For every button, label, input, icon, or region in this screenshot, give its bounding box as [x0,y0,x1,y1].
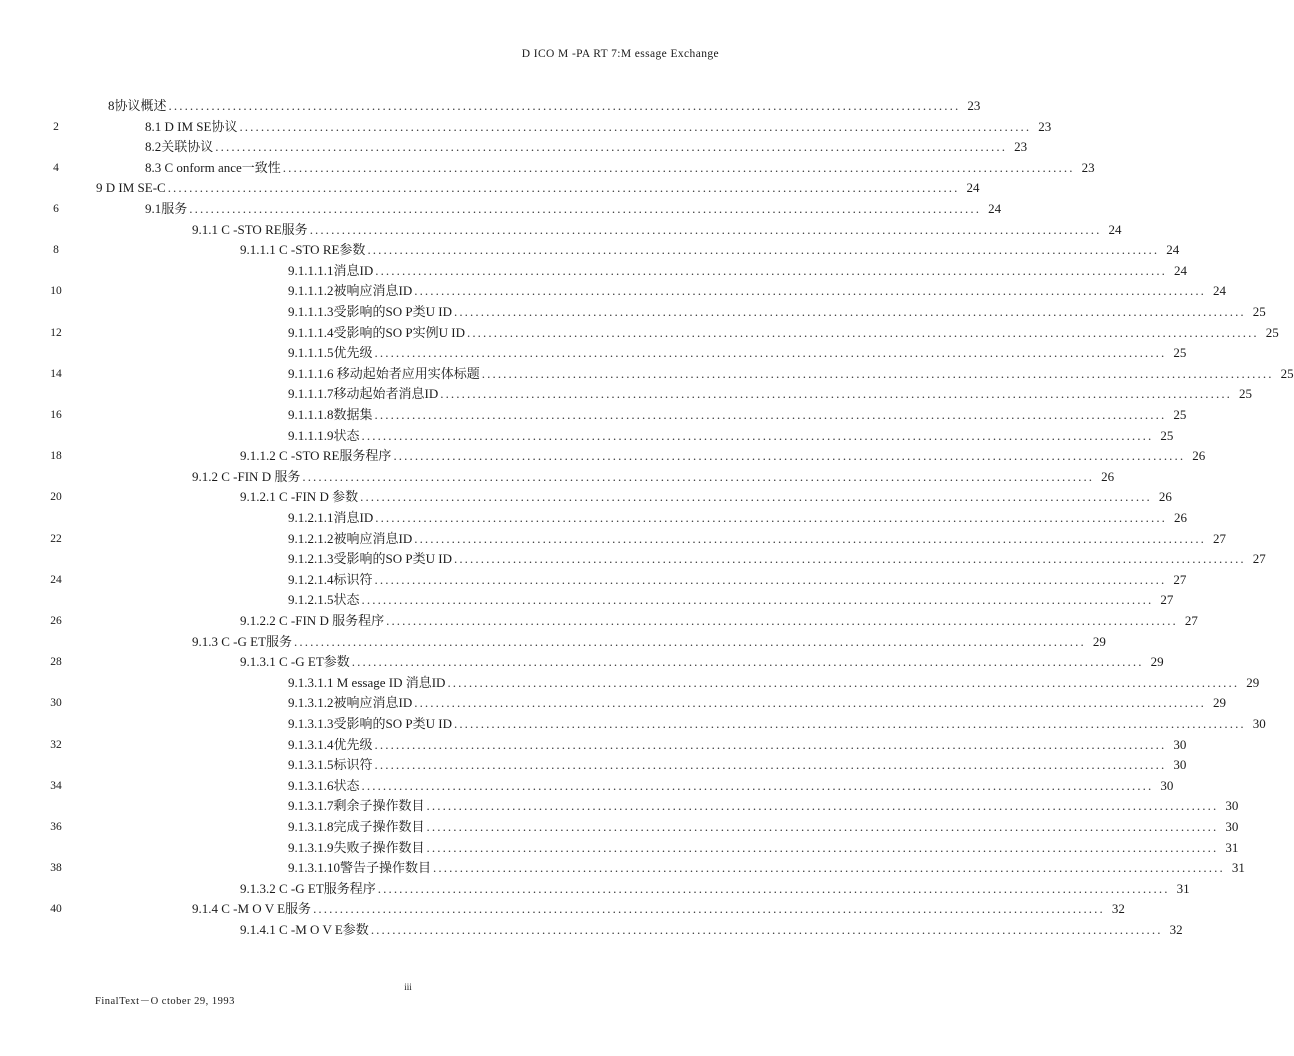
toc-row [0,529,1227,550]
toc-row [0,178,980,199]
dot-leader: .................................................................................................................................................... [433,860,1225,876]
dot-leader: .................................................................................................................................................... [447,674,1240,690]
line-number: 30 [50,697,62,710]
toc-entry-page: 27 [1184,613,1198,628]
toc-entry-page: 31 [1231,860,1245,876]
line-number: 32 [50,738,62,751]
toc-entry-page: 25 [1239,386,1253,402]
toc-entry-title: 9.1.1.1.4受影响的SO P实例U ID [288,324,465,340]
line-number: 2 [53,120,59,133]
toc-entry-title: 9.1.3.1.10警告子操作数目 [288,860,432,876]
toc-row [0,384,1253,405]
running-header: D ICO M -PA RT 7:M essage Exchange [521,48,719,60]
toc-entry-page: 29 [1150,654,1164,670]
toc-entry-page: 26 [1158,489,1172,505]
dot-leader: .................................................................................................................................................... [453,551,1246,567]
toc-entry-link[interactable] [240,611,1198,632]
dot-leader: .................................................................................................................................................... [453,304,1246,319]
toc-entry-title: 9.1.2.1.4标识符 [288,571,373,587]
toc-entry-link[interactable] [288,323,1279,344]
toc-entry-title: 9.1.2.2 C -FIN D 服务程序 [240,613,385,628]
toc-entry-link[interactable] [288,714,1266,735]
line-number: 20 [50,491,62,504]
toc-entry-page: 27 [1160,592,1174,608]
dot-leader: .................................................................................................................................................... [215,139,1008,155]
toc-row [0,920,1183,941]
toc-entry-link[interactable] [288,755,1187,776]
toc-row [0,343,1187,364]
toc-row [0,508,1188,529]
dot-leader: .................................................................................................................................................... [282,159,1075,175]
toc-row [0,302,1266,323]
toc-entry-title: 9.1.1.1.9状态 [288,427,360,443]
toc-row [0,858,1245,879]
toc-entry-page: 30 [1173,736,1187,752]
toc-entry-title: 9.1.1.1 C -STO RE参数 [240,242,366,258]
dot-leader: .................................................................................................................................................... [440,386,1233,402]
toc-entry-title: 9.1.1.1.2被响应消息ID [288,283,413,299]
toc-entry-title: 9.1.3.2 C -G ET服务程序 [240,880,376,896]
toc-entry-title: 9.1.3.1.4优先级 [288,736,373,752]
toc-entry-page: 30 [1160,777,1174,793]
toc-entry-page: 25 [1160,427,1174,443]
toc-row [0,879,1190,900]
toc-entry-title: 9.1.2.1.2被响应消息ID [288,530,413,546]
dot-leader: .................................................................................................................................................... [189,201,982,216]
line-number: 18 [50,450,62,463]
toc-entry-page: 24 [1166,242,1180,258]
toc-entry-link[interactable] [288,508,1188,529]
toc-row [0,137,1028,158]
toc-entry-link[interactable] [192,899,1125,920]
toc-entry-title: 9.1.1.1.6 移动起始者应用实体标题 [288,365,480,381]
toc-row [0,570,1187,591]
line-number: 26 [50,615,62,627]
toc-row [0,632,1106,653]
toc-entry-title: 9.1.2.1.1消息ID [288,510,374,525]
toc-row [0,220,1122,241]
dot-leader: .................................................................................................................................................... [294,633,1086,649]
toc-entry-link[interactable] [240,240,1180,261]
toc-entry-link[interactable] [288,364,1294,385]
toc-entry-link[interactable] [288,281,1227,302]
line-number: 22 [50,532,62,545]
toc-entry-title: 9.1.2.1.5状态 [288,592,360,608]
toc-entry-page: 24 [1108,221,1122,237]
toc-entry-link[interactable] [145,137,1028,158]
toc-entry-link[interactable] [288,261,1188,282]
toc-entry-page: 24 [988,201,1002,216]
line-number: 8 [53,244,59,257]
toc-entry-page: 27 [1213,530,1227,546]
toc-row [0,487,1172,508]
dot-leader: .................................................................................................................................................... [426,819,1219,834]
line-number: 40 [50,903,62,916]
toc-entry-title: 9.1.1.1.5优先级 [288,345,373,361]
toc-row [0,405,1187,426]
dot-leader: .................................................................................................................................................... [367,242,1160,258]
toc-row [0,899,1125,920]
toc-entry-link[interactable] [192,220,1122,241]
toc-entry-title: 9.1.1.1.3受影响的SO P类U ID [288,304,452,319]
toc-entry-title: 9.1.3.1.8完成子操作数目 [288,819,425,834]
dot-leader: .................................................................................................................................................... [375,510,1168,525]
toc-row [0,776,1174,797]
dot-leader: .................................................................................................................................................... [313,901,1105,917]
line-number: 36 [50,821,62,833]
toc-row [0,735,1187,756]
toc-entry-title: 8协议概述 [108,98,167,113]
toc-entry-page: 30 [1225,819,1239,834]
toc-entry-page: 23 [1014,139,1028,155]
toc-entry-page: 25 [1252,304,1266,319]
dot-leader: .................................................................................................................................................... [239,118,1032,134]
toc-entry-page: 26 [1101,468,1115,484]
toc-entry-link[interactable] [240,446,1206,467]
toc-entry-title: 9.1.2 C -FIN D 服务 [192,468,301,484]
dot-leader: .................................................................................................................................................... [361,777,1154,793]
toc-entry-title: 9.1.3 C -G ET服务 [192,633,293,649]
toc-entry-page: 27 [1173,571,1187,587]
toc-entry-page: 26 [1174,510,1188,525]
dot-leader: .................................................................................................................................................... [377,880,1170,896]
line-number: 16 [50,409,62,421]
toc-entry-title: 9.1.1.1.8数据集 [288,407,373,422]
toc-entry-link[interactable] [288,590,1174,611]
toc-row [0,446,1206,467]
line-number: 24 [50,573,62,586]
dot-leader: .................................................................................................................................................... [374,345,1167,361]
toc-entry-title: 9 D IM SE-C [96,180,166,196]
toc-row [0,838,1239,859]
toc-row [0,364,1294,385]
toc-entry-link[interactable] [288,426,1174,447]
toc-entry-page: 23 [967,98,981,113]
toc-row [0,199,1002,220]
line-number: 28 [50,656,62,669]
toc-entry-title: 8.3 C onform ance一致性 [145,159,281,175]
toc-row [0,467,1115,488]
toc-entry-link[interactable] [288,858,1245,879]
dot-leader: .................................................................................................................................................... [426,839,1219,855]
toc-entry-link[interactable] [288,796,1239,817]
toc-entry-page: 30 [1252,716,1266,731]
toc-entry-page: 29 [1213,695,1227,711]
toc-entry-title: 8.1 D IM SE协议 [145,118,238,134]
toc-row [0,714,1266,735]
toc-row [0,426,1174,447]
toc-entry-link[interactable] [240,652,1164,673]
line-number: 12 [50,326,62,339]
toc-entry-title: 9.1.3.1.3受影响的SO P类U ID [288,716,452,731]
toc-entry-page: 25 [1173,407,1187,422]
toc-row [0,673,1260,694]
toc-row [0,817,1239,838]
line-number: 6 [53,203,59,215]
toc-entry-page: 32 [1111,901,1125,917]
dot-leader: .................................................................................................................................................... [374,571,1167,587]
dot-leader: .................................................................................................................................................... [360,489,1152,505]
toc-entry-page: 24 [1174,262,1188,278]
dot-leader: .................................................................................................................................................... [168,98,961,113]
dot-leader: .................................................................................................................................................... [375,262,1168,278]
toc-entry-title: 9.1.2.1 C -FIN D 参数 [240,489,359,505]
line-number: 4 [53,161,59,174]
dot-leader: .................................................................................................................................................... [426,798,1219,814]
toc-entry-title: 9.1.1 C -STO RE服务 [192,221,308,237]
toc-entry-page: 30 [1225,798,1239,814]
footer-text: FinalText－O ctober 29, 1993 [95,996,235,1007]
toc-entry-page: 29 [1092,633,1106,649]
toc-entry-link[interactable] [288,384,1253,405]
toc-entry-link[interactable] [288,302,1266,323]
dot-leader: .................................................................................................................................................... [370,922,1163,937]
toc-entry-page: 23 [1038,118,1052,134]
toc-entry-title: 9.1.3.1.6状态 [288,777,360,793]
dot-leader: .................................................................................................................................................... [309,221,1102,237]
toc-entry-link[interactable] [288,529,1227,550]
toc-entry-link[interactable] [240,487,1172,508]
toc-entry-link[interactable] [145,158,1095,179]
dot-leader: .................................................................................................................................................... [374,407,1167,422]
toc-entry-title: 9.1.4 C -M O V E服务 [192,901,312,917]
dot-leader: .................................................................................................................................................... [374,757,1167,773]
toc-entry-title: 9.1.3.1.7剩余子操作数目 [288,798,425,814]
toc-entry-link[interactable] [288,817,1239,838]
toc-row [0,261,1188,282]
toc-entry-link[interactable] [96,178,980,199]
toc-entry-title: 8.2关联协议 [145,139,214,155]
line-number: 14 [50,367,62,380]
toc-entry-page: 32 [1169,922,1183,937]
toc-entry-page: 25 [1265,324,1279,340]
toc-entry-link[interactable] [288,693,1227,714]
toc-entry-title: 9.1.3.1.5标识符 [288,757,373,773]
dot-leader: .................................................................................................................................................... [386,613,1178,628]
toc-entry-title: 9.1.3.1.2被响应消息ID [288,695,413,711]
toc-entry-page: 29 [1246,674,1260,690]
toc-entry-link[interactable] [288,776,1174,797]
toc-entry-link[interactable] [240,920,1183,941]
toc-entry-link[interactable] [145,199,1002,220]
dot-leader: .................................................................................................................................................... [414,530,1207,546]
toc-row [0,158,1095,179]
dot-leader: .................................................................................................................................................... [351,654,1144,670]
toc-entry-title: 9.1.2.1.3受影响的SO P类U ID [288,551,452,567]
toc-entry-link[interactable] [288,838,1239,859]
toc-entry-page: 30 [1173,757,1187,773]
dot-leader: .................................................................................................................................................... [361,592,1154,608]
toc-entry-page: 24 [966,180,980,196]
toc-entry-title: 9.1.3.1 C -G ET参数 [240,654,350,670]
dot-leader: .................................................................................................................................................... [393,448,1186,464]
toc-entry-page: 27 [1252,551,1266,567]
page-number: iii [404,982,412,992]
dot-leader: .................................................................................................................................................... [453,716,1246,731]
toc-entry-page: 31 [1225,839,1239,855]
line-number: 10 [50,285,62,298]
dot-leader: .................................................................................................................................................... [414,695,1207,711]
toc-entry-page: 24 [1213,283,1227,299]
toc-entry-title: 9.1.1.2 C -STO RE服务程序 [240,448,392,464]
toc-row [0,693,1227,714]
toc-row [0,281,1227,302]
dot-leader: .................................................................................................................................................... [414,283,1207,299]
line-number: 38 [50,862,62,875]
toc-row [0,755,1187,776]
toc-entry-page: 26 [1192,448,1206,464]
toc-entry-link[interactable] [288,570,1187,591]
toc-row [0,796,1239,817]
toc-entry-title: 9.1.4.1 C -M O V E参数 [240,922,369,937]
toc-entry-link[interactable] [240,879,1190,900]
dot-leader: .................................................................................................................................................... [361,427,1154,443]
toc-entry-link[interactable] [288,405,1187,426]
dot-leader: .................................................................................................................................................... [466,324,1259,340]
toc-row [0,652,1164,673]
dot-leader: .................................................................................................................................................... [167,180,960,196]
toc-row [0,611,1198,632]
toc-entry-page: 25 [1280,365,1294,381]
toc-entry-link[interactable] [288,735,1187,756]
toc-entry-title: 9.1.3.1.1 M essage ID 消息ID [288,674,446,690]
toc-entry-link[interactable] [288,343,1187,364]
toc-entry-page: 23 [1081,159,1095,175]
toc-entry-title: 9.1.3.1.9失败子操作数目 [288,839,425,855]
toc-entry-page: 31 [1176,880,1190,896]
toc-entry-page: 25 [1173,345,1187,361]
toc-entry-title: 9.1服务 [145,201,188,216]
toc-row [0,96,981,117]
toc-row [0,323,1279,344]
toc-row [0,549,1266,570]
toc-entry-link[interactable] [288,673,1260,694]
toc-row [0,117,1052,138]
toc-row [0,590,1174,611]
toc-entry-link[interactable] [192,467,1115,488]
toc-entry-link[interactable] [288,549,1266,570]
toc-row [0,240,1180,261]
toc-entry-link[interactable] [192,632,1106,653]
toc-entry-title: 9.1.1.1.1消息ID [288,262,374,278]
toc-entry-link[interactable] [108,96,981,117]
toc-entry-title: 9.1.1.1.7移动起始者消息ID [288,386,439,402]
toc-entry-link[interactable] [145,117,1052,138]
dot-leader: .................................................................................................................................................... [302,468,1095,484]
dot-leader: .................................................................................................................................................... [481,365,1274,381]
line-number: 34 [50,779,62,792]
dot-leader: .................................................................................................................................................... [374,736,1167,752]
